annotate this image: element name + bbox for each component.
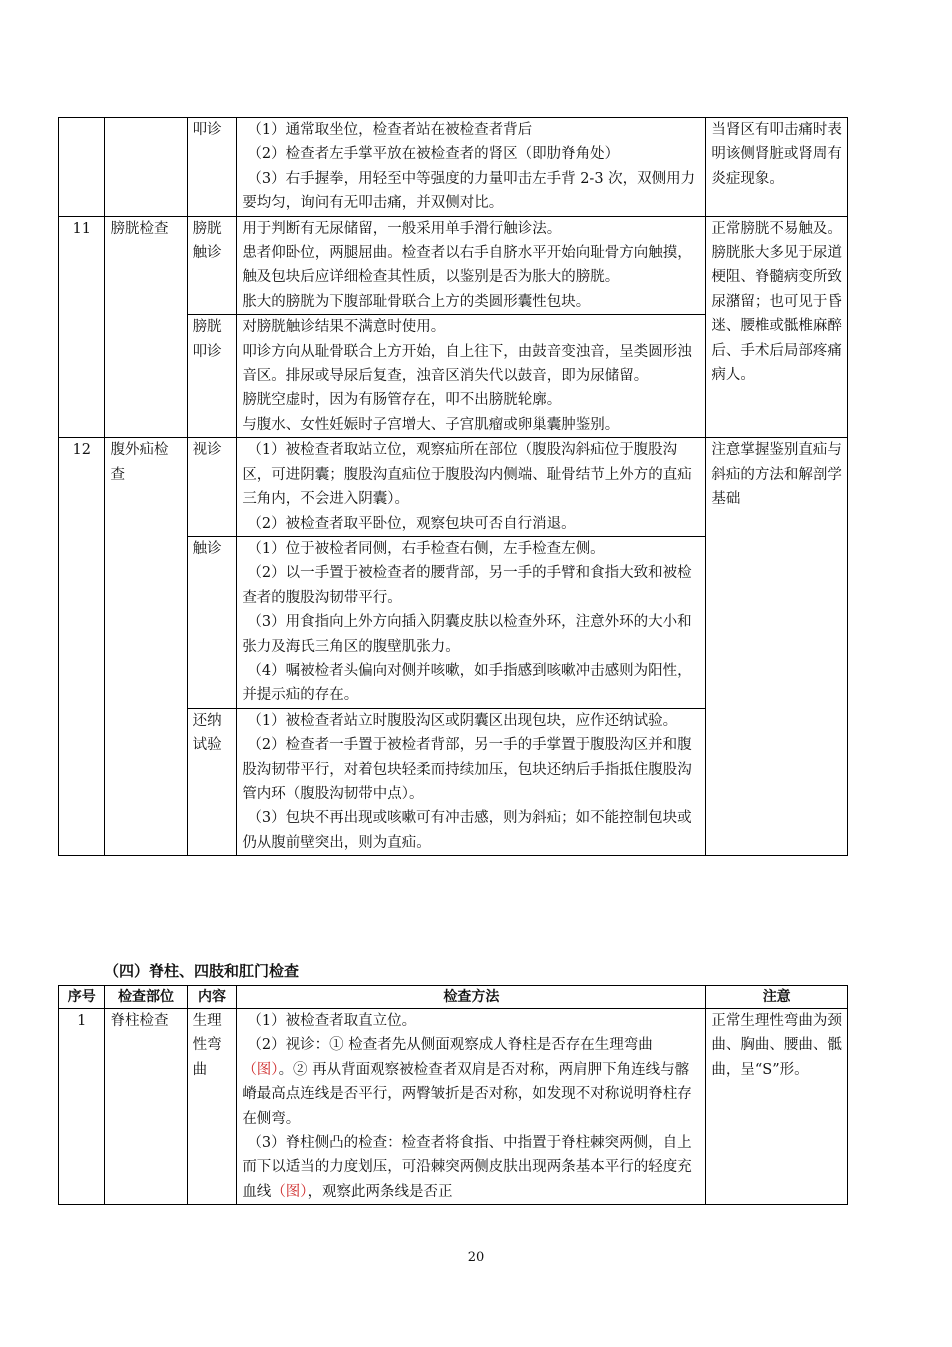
table-row [59,216,848,315]
method-line: （2）检查者左手掌平放在被检查者的肾区（即肋脊角处） [247,146,620,163]
method-line: （1）被检查者站立时腹股沟区或阴囊区出现包块，应作还纳试验。 [247,712,678,729]
exam-part: 膀胱检查 [105,216,187,438]
method-line: （1）被检查者取站立位，观察疝所在部位（腹股沟斜疝位于腹股沟区，可进阴囊；腹股沟直疝位于腹股沟内侧端、耻骨结节上外方的直疝三角内，不会进入阴囊）。 [242,442,692,508]
method-line: 与腹水、女性妊娠时子宫增大、子宫肌瘤或卵巢囊肿鉴别。 [242,416,620,433]
page-number: 20 [467,1250,485,1265]
header-method: 检查方法 [237,986,706,1009]
method-line: （1）位于被检者同侧，右手检查右侧，左手检查左侧。 [247,540,605,557]
method-line: （2）被检查者取平卧位，观察包块可否自行消退。 [247,515,576,532]
figure-link[interactable]: （图） [242,1061,279,1078]
table-row [59,438,848,537]
row-number: 11 [59,216,105,438]
method-line: 胀大的膀胱为下腹部耻骨联合上方的类圆形囊性包块。 [242,293,591,310]
method-line: （4）嘱被检者头偏向对侧并咳嗽，如手指感到咳嗽冲击感则为阳性，并提示疝的存在。 [242,662,692,704]
method-line: （2）以一手置于被检查者的腰背部，另一手的手臂和食指大致和被检查者的腹股沟韧带平行。 [242,565,692,606]
exam-note: 正常膀胱不易触及。膀胱胀大多见于尿道梗阻、脊髓病变所致尿潴留；也可见于昏迷、腰椎或骶椎麻醉后、手术后局部疼痛病人。 [706,216,848,438]
header-note: 注意 [706,986,848,1009]
row-number: 1 [59,1009,105,1205]
method-line: （1）被检查者取直立位。 [247,1013,417,1029]
section-heading: （四）脊柱、四肢和肛门检查 [104,962,300,980]
method-line: 叩诊方向从耻骨联合上方开始，自上往下，由鼓音变浊音，呈类圆形浊音区。排尿或导尿后复查，浊音区消失代以鼓音，即为尿储留。 [242,343,692,385]
method-line: 用于判断有无尿储留，一般采用单手滑行触诊法。 [242,220,562,237]
exam-part [105,118,187,217]
table-header-row [59,986,848,1009]
method-text: ，观察此两条线是否正 [307,1183,453,1200]
exam-item: 膀胱触诊 [187,216,237,315]
header-part: 检查部位 [105,986,187,1009]
exam-method [237,438,706,537]
exam-item: 膀胱叩诊 [187,315,237,438]
method-line: （3）用食指向上外方向插入阴囊皮肤以检查外环，注意外环的大小和张力及海氏三角区的腹壁肌张力。 [242,614,692,655]
header-num: 序号 [59,986,105,1009]
exam-part: 脊柱检查 [105,1009,187,1205]
header-item: 内容 [187,986,237,1009]
exam-item: 触诊 [187,536,237,708]
method-line: （3）包块不再出现或咳嗽可有冲击感，则为斜疝；如不能控制包块或仍从腹前壁突出，则为直疝。 [242,810,692,851]
exam-method [237,708,706,855]
method-line [242,1033,700,1131]
method-line: （1）通常取坐位，检查者站在被检查者背后 [247,122,533,138]
method-text: （3）脊柱侧凸的检查：检查者将食指、中指置于脊柱棘突两侧，自上而下以适当的力度划压，可沿棘突两侧皮肤出现两条基本平行的轻度充血线 [242,1135,692,1200]
method-line: （2）检查者一手置于被检者背部，另一手的手掌置于腹股沟区并和腹股沟韧带平行，对着包块轻柔而持续加压，包块还纳后手指抵住腹股沟管内环（腹股沟韧带中点）。 [242,737,692,802]
row-number: 12 [59,438,105,856]
row-number [59,118,105,217]
exam-note: 注意掌握鉴别直疝与斜疝的方法和解剖学基础 [706,438,848,856]
exam-item: 视诊 [187,438,237,537]
exam-method [237,118,706,217]
exam-method [237,315,706,438]
table-row [59,118,848,217]
method-line: 患者仰卧位，两腿屈曲。检查者以右手自脐水平开始向耻骨方向触摸，触及包块后应详细检查其性质，以鉴别是否为胀大的膀胱。 [242,245,692,286]
method-line: （3）右手握拳，用轻至中等强度的力量叩击左手背 2-3 次，双侧用力要均匀，询问有无叩击痛，并双侧对比。 [242,170,696,212]
method-text: 。② 再从背面观察被检查者双肩是否对称，两肩胛下角连线与髂嵴最高点连线是否平行，两臀皱折是否对称，如发现不对称说明脊柱存在侧弯。 [242,1061,692,1127]
method-line: 膀胱空虚时，因为有肠管存在，叩不出膀胱轮廓。 [242,392,562,409]
spine-exam-table [58,985,848,1205]
exam-item: 叩诊 [187,118,237,217]
table-row [59,1009,848,1205]
exam-method [237,216,706,315]
figure-link[interactable]: （图） [271,1183,308,1200]
method-line [242,1131,700,1204]
exam-method [237,536,706,708]
exam-item: 还纳试验 [187,708,237,855]
method-line: 对膀胱触诊结果不满意时使用。 [242,319,446,336]
method-text: （2）视诊：① 检查者先从侧面观察成人脊柱是否存在生理弯曲 [247,1037,653,1054]
exam-table-continued [58,117,848,856]
exam-item: 生理性弯曲 [187,1009,237,1205]
exam-note: 正常生理性弯曲为颈曲、胸曲、腰曲、骶曲，呈“S”形。 [706,1009,848,1205]
exam-note: 当肾区有叩击痛时表明该侧肾脏或肾周有炎症现象。 [706,118,848,217]
exam-part: 腹外疝检查 [105,438,187,856]
exam-method [237,1009,706,1205]
